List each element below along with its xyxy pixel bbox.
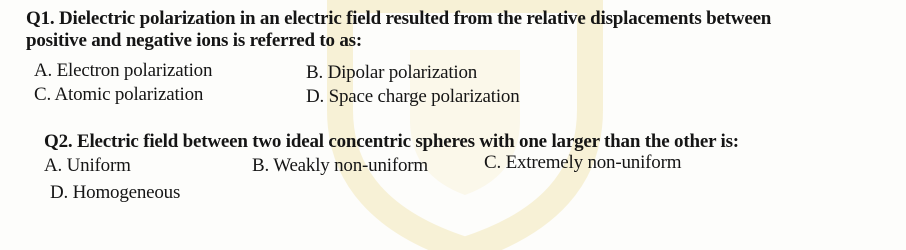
q1-option-c: C. Atomic polarization <box>34 84 204 105</box>
q2-option-b: B. Weakly non-uniform <box>252 155 428 176</box>
q2-option-c: C. Extremely non-uniform <box>484 152 682 173</box>
q2-stem: Q2. Electric field between two ideal concentric spheres with one larger than the other is: <box>44 131 739 152</box>
q1-option-d: D. Space charge polarization <box>306 86 520 107</box>
q1-option-b: B. Dipolar polarization <box>306 62 478 83</box>
q2-option-d: D. Homogeneous <box>50 182 181 203</box>
q1-stem-line-1: Q1. Dielectric polarization in an electric field resulted from the relative displacements between <box>26 8 772 29</box>
q1-stem-line-2: positive and negative ions is referred to as: <box>26 30 362 51</box>
q2-option-a: A. Uniform <box>44 155 131 176</box>
q1-option-a: A. Electron polarization <box>34 60 213 81</box>
